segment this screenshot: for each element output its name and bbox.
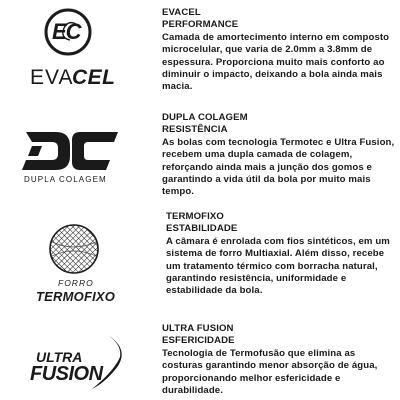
dupla-colagem-subtitle: RESISTÊNCIA	[162, 124, 228, 136]
evacel-subtitle: PERFORMANCE	[162, 19, 239, 31]
evacel-emblem-text: EC	[52, 19, 81, 44]
termofixo-text	[166, 211, 394, 298]
dupla-colagem-title: DUPLA COLAGEM	[162, 112, 248, 123]
ultra-fusion-subtitle: ESFERICIDADE	[162, 335, 235, 347]
dupla-colagem-text	[162, 112, 396, 199]
feature-termofixo	[0, 205, 400, 317]
dupla-colagem-logo	[18, 128, 128, 198]
evacel-body: Camada de amortecimento interno em composto microcelular, que varia de 2.0mm a 3.8mm de espessura. Proporciona muito mais conforto ao diminuir o impacto, deixando a bola ainda mais macia.	[162, 31, 390, 93]
ultra-fusion-logo	[28, 331, 138, 393]
ultra-fusion-body: Tecnologia de Termofusão que elimina as costuras garantindo menor absorção de água, proporcionando melhor esfericidade e durabilidade.	[162, 347, 378, 397]
evacel-logo	[18, 4, 118, 94]
ultra-fusion-title: ULTRA FUSION	[162, 323, 234, 334]
mesh-ball-icon	[22, 221, 132, 277]
termofixo-logo	[22, 221, 132, 313]
ultra-caption: ULTRA	[36, 349, 83, 365]
dupla-colagem-caption: DUPLA COLAGEM	[24, 175, 107, 184]
ultra-fusion-text	[162, 323, 396, 397]
termofixo-caption-forro: FORRO	[58, 278, 94, 288]
feature-ultra-fusion	[0, 317, 400, 400]
feature-evacel	[0, 0, 400, 100]
termofixo-subtitle: ESTABILIDADE	[166, 223, 238, 235]
fusion-caption: FUSION	[30, 363, 103, 385]
feature-dupla-colagem	[0, 100, 400, 205]
evacel-title: EVACEL	[162, 7, 201, 18]
termofixo-caption-termofixo: TERMOFIXO	[36, 289, 116, 304]
termofixo-body: A câmara é enrolada com fios sintéticos, em um sistema de forro Multiaxial. Além disso, recebe um tratamento térmico com borracha natural, garantindo resistência, uniformidade e estabilidade da bola.	[166, 235, 390, 297]
dc-emblem-icon	[18, 128, 128, 174]
dupla-colagem-body: As bolas com tecnologia Termotec e Ultra Fusion, recebem uma dupla camada de colagem, reforçando ainda mais a junção dos gomos e garantindo a vida útil da bola por muito mais tempo.	[162, 136, 395, 198]
evacel-caption-cel: CEL	[72, 66, 116, 89]
evacel-caption-eva: EVA	[30, 66, 74, 89]
evacel-text	[162, 7, 394, 94]
termofixo-title: TERMOFIXO	[166, 211, 224, 222]
